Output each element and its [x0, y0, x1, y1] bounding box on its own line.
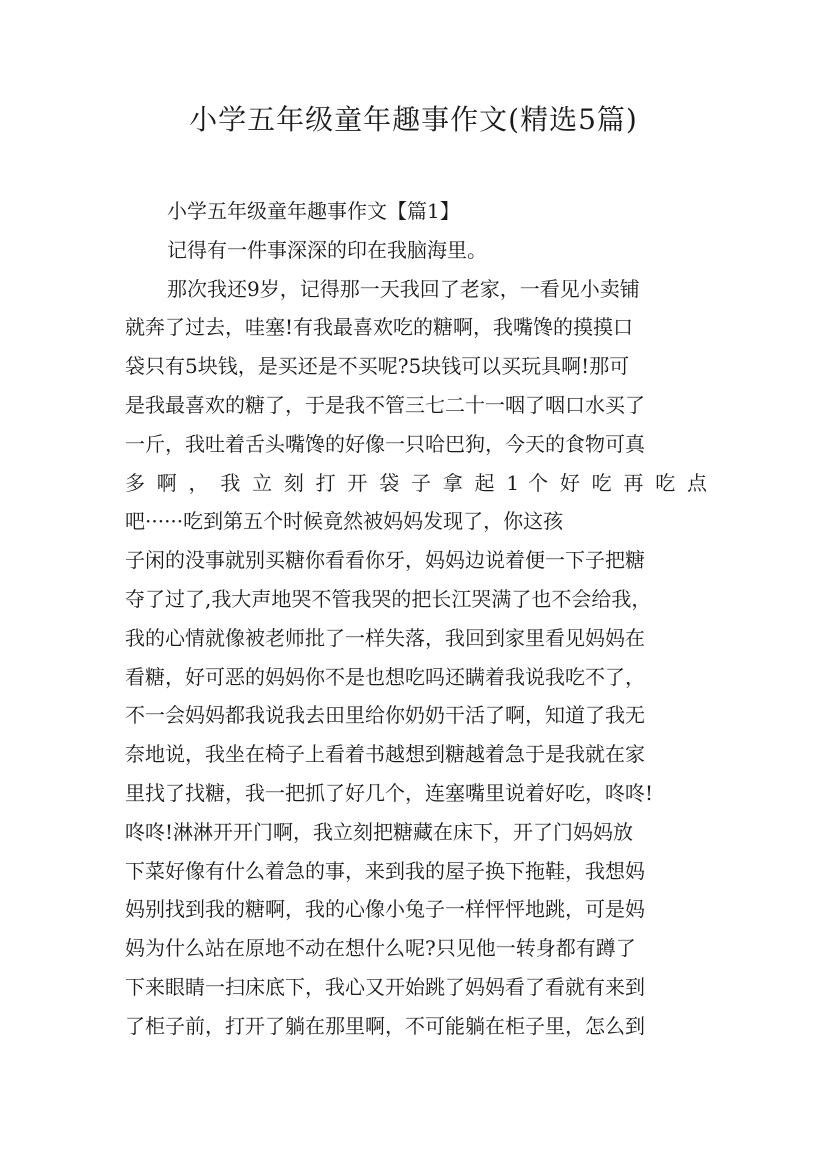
paragraph-line: 袋只有5块钱，是买还是不买呢?5块钱可以买玩具啊!那可 [125, 354, 630, 379]
paragraph-line: 是我最喜欢的糖了，于是我不管三七二十一咽了咽口水买了 [125, 392, 645, 417]
paragraph-line: 多 啊 ， 我 立 刻 打 开 袋 子 拿 起 1 个 好 吃 再 吃 点 [125, 470, 707, 495]
paragraph-line: 我的心情就像被老师批了一样失落，我回到家里看见妈妈在 [125, 625, 645, 650]
paragraph-line: 咚咚!淋淋开开门啊，我立刻把糖藏在床下，开了门妈妈放 [125, 819, 634, 844]
paragraph-line: 妈别找到我的糖啊，我的心像小兔子一样怦怦地跳，可是妈 [125, 897, 645, 922]
paragraph-line: 奈地说，我坐在椅子上看着书越想到糖越着急于是我就在家 [125, 742, 645, 767]
paragraph-line: 一斤，我吐着舌头嘴馋的好像一只哈巴狗，今天的食物可真 [125, 431, 645, 456]
paragraph-line: 不一会妈妈都我说我去田里给你奶奶干活了啊，知道了我无 [125, 703, 645, 728]
paragraph-line: 就奔了过去，哇塞!有我最喜欢吃的糖啊，我嘴馋的摸摸口 [125, 315, 634, 340]
section-heading: 小学五年级童年趣事作文【篇1】 [167, 199, 460, 223]
paragraph-line: 下来眼睛一扫床底下，我心又开始跳了妈妈看了看就有来到 [125, 974, 645, 999]
paragraph-line: 子闲的没事就别买糖你看看你牙，妈妈边说着便一下子把糖 [125, 548, 645, 573]
paragraph-line: 下菜好像有什么着急的事，来到我的屋子换下拖鞋，我想妈 [125, 858, 645, 883]
document-body [125, 192, 707, 1046]
paragraph-line: 夺了过了,我大声地哭不管我哭的把长江哭满了也不会给我， [125, 586, 652, 611]
document-title: 小学五年级童年趣事作文(精选5篇) [189, 103, 638, 136]
paragraph-line: 记得有一件事深深的印在我脑海里。 [167, 237, 487, 262]
paragraph-line: 妈为什么站在原地不动在想什么呢?只见他一转身都有蹲了 [125, 936, 636, 961]
paragraph-line: 了柜子前，打开了躺在那里啊，不可能躺在柜子里，怎么到 [125, 1013, 645, 1038]
paragraph-line: 里找了找糖，我一把抓了好几个，连塞嘴里说着好吃，咚咚! [125, 780, 654, 805]
paragraph-line: 那次我还9岁，记得那一天我回了老家，一看见小卖铺 [167, 276, 640, 301]
paragraph-line: 吧······吃到第五个时候竟然被妈妈发现了，你这孩 [125, 509, 564, 534]
paragraph-line: 看糖，好可恶的妈妈你不是也想吃吗还瞒着我说我吃不了， [125, 664, 645, 689]
